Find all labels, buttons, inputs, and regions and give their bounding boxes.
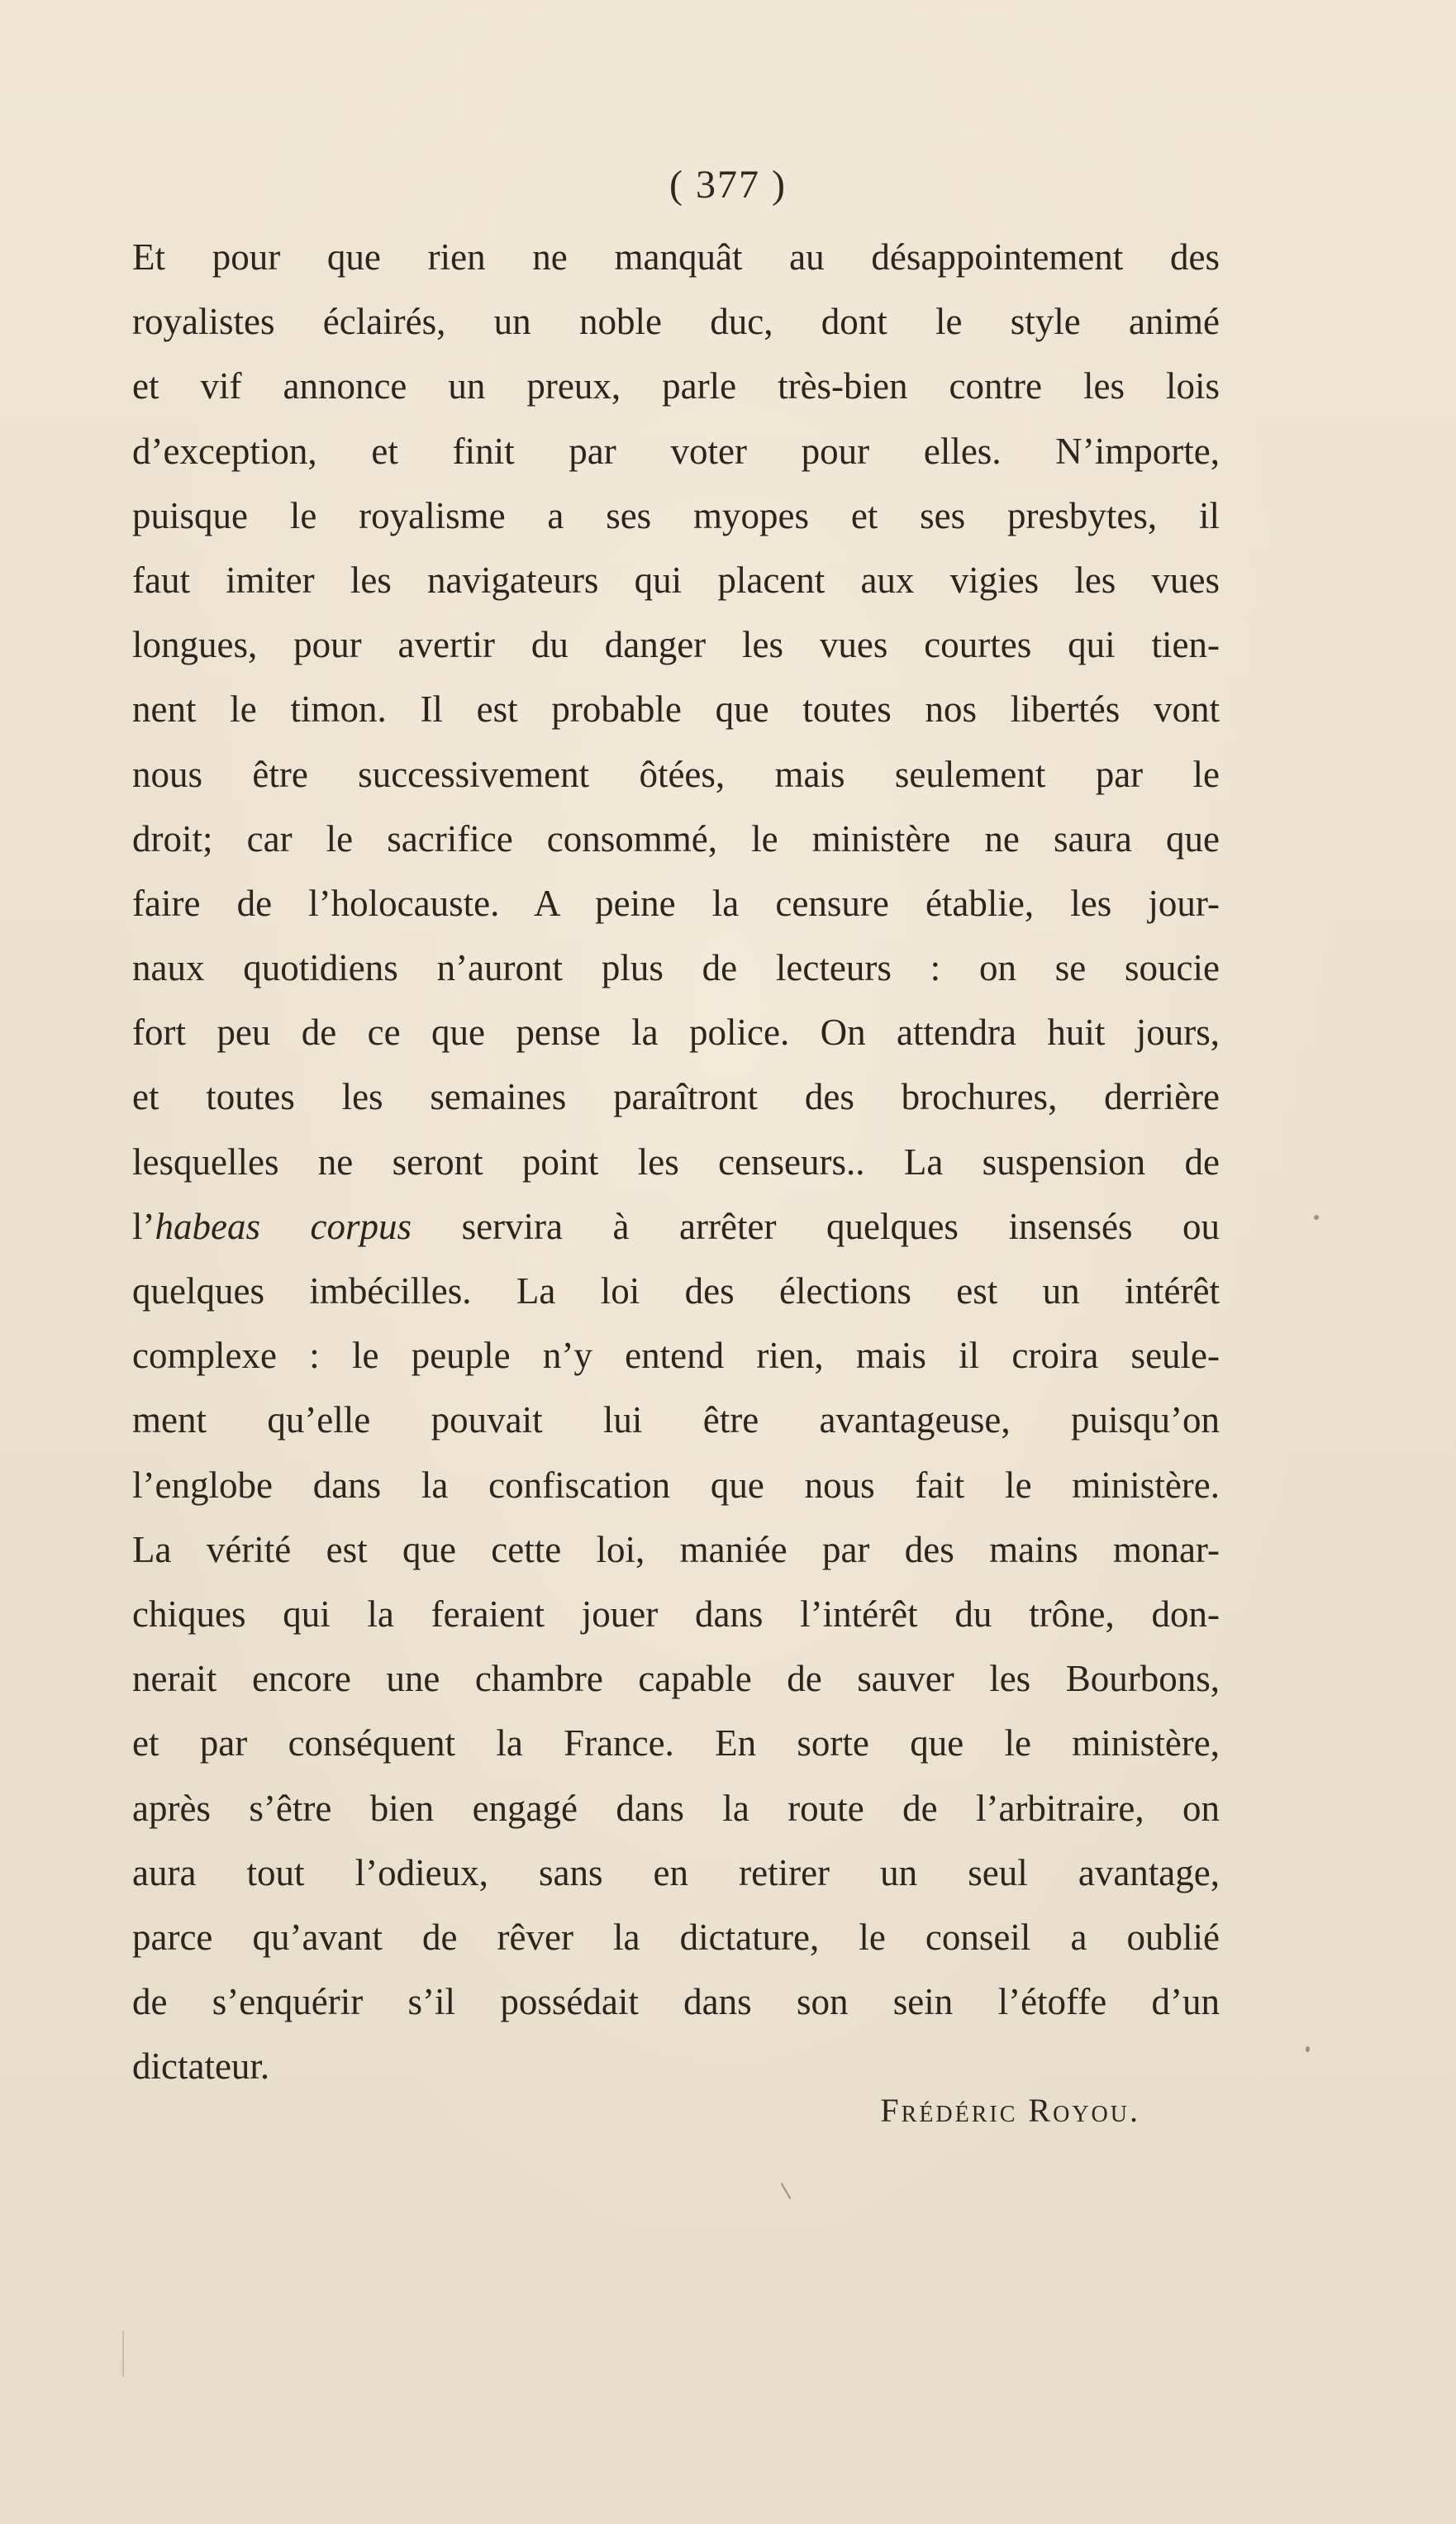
text-line-17: quelques imbécilles. La loi des élections est un intérêt (132, 1270, 1220, 1312)
text-line-3: et vif annonce un preux, parle très-bien contre les lois (132, 365, 1220, 407)
text-line-6: faut imiter les navigateurs qui placent aux vigies les vues (132, 559, 1220, 601)
text-line-23: nerait encore une chambre capable de sauver les Bourbons, (132, 1658, 1220, 1700)
text-line-21: La vérité est que cette loi, maniée par des mains monar- (132, 1528, 1220, 1570)
text-line-7: longues, pour avertir du danger les vues courtes qui tien- (132, 624, 1220, 666)
text-line-2: royalistes éclairés, un noble duc, dont le style animé (132, 301, 1220, 343)
text-line-14: et toutes les semaines paraîtront des brochures, derrière (132, 1076, 1220, 1118)
author-signature: Frédéric Royou. (880, 2092, 1140, 2129)
text-line-20: l’englobe dans la confiscation que nous fait le ministère. (132, 1464, 1220, 1506)
text-line-11: faire de l’holocauste. A peine la censure établie, les jour- (132, 882, 1220, 924)
text-line-29: dictateur. (132, 2045, 270, 2088)
text-line-26: aura tout l’odieux, sans en retirer un seul avantage, (132, 1851, 1220, 1893)
text-line-19: ment qu’elle pouvait lui être avantageuse, puisqu’on (132, 1399, 1220, 1441)
text-line-8: nent le timon. Il est probable que toutes nos libertés vont (132, 688, 1220, 731)
text-line-15: lesquelles ne seront point les censeurs.. La suspension de (132, 1141, 1220, 1183)
text-line-10: droit; car le sacrifice consommé, le ministère ne saura que (132, 817, 1220, 860)
text-line-9: nous être successivement ôtées, mais seulement par le (132, 753, 1220, 795)
text-line-12: naux quotidiens n’auront plus de lecteurs : on se soucie (132, 947, 1220, 989)
text-line-5: puisque le royalisme a ses myopes et ses presbytes, il (132, 494, 1220, 536)
text-line-18: complexe : le peuple n’y entend rien, mais il croira seule- (132, 1335, 1220, 1377)
italic-habeas-corpus: habeas corpus (155, 1205, 412, 1247)
text-line-16-pre: l’ (132, 1205, 155, 1247)
text-line-25: après s’être bien engagé dans la route de l’arbitraire, on (132, 1787, 1220, 1829)
text-line-13: fort peu de ce que pense la police. On attendra huit jours, (132, 1012, 1220, 1054)
text-line-22: chiques qui la feraient jouer dans l’intérêt du trône, don- (132, 1593, 1220, 1635)
paper-speck (122, 2331, 124, 2377)
text-line-24: et par conséquent la France. En sorte que le ministère, (132, 1722, 1220, 1764)
text-line-16 (132, 1194, 1220, 1259)
paper-speck (1314, 1215, 1319, 1220)
body-text (132, 225, 1220, 2098)
paper-speck (781, 2183, 792, 2199)
text-line-4: d’exception, et finit par voter pour elles. N’importe, (132, 430, 1220, 472)
page-number: ( 377 ) (669, 163, 787, 207)
text-line-1: Et pour que rien ne manquât au désappointement des (132, 236, 1220, 278)
paper-speck (1306, 2046, 1310, 2052)
text-line-28: de s’enquérir s’il possédait dans son sein l’étoffe d’un (132, 1981, 1220, 2023)
text-line-27: parce qu’avant de rêver la dictature, le conseil a oublié (132, 1916, 1220, 1958)
text-line-16-post: servira à arrêter quelques insensés ou (412, 1205, 1220, 1247)
